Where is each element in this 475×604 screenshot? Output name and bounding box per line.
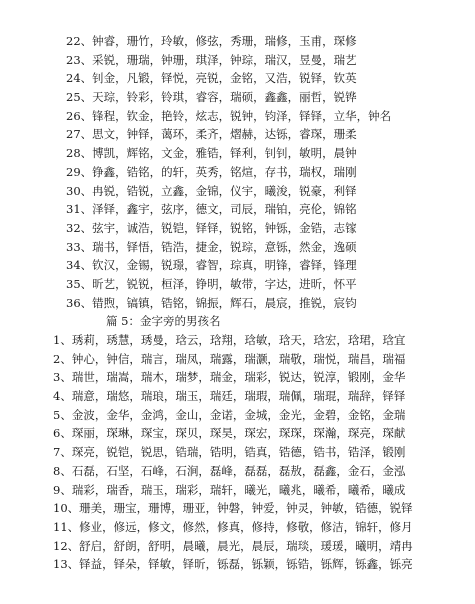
list-line: 9、瑞彩，瑞香，瑞玉，瑞彩，瑞轩，曦光，曦兆，曦希，曦希，曦成: [53, 482, 406, 497]
list-line: 2、钟心，钟信，瑞言，瑞凤，瑞露，瑞灏，瑞敬，瑞悦，瑞昌，瑞福: [53, 351, 406, 366]
name-list-section-1: [66, 32, 466, 312]
list-line: 27、思文，钟铎，蔼环，柔齐，熠赫，达铄，睿琛，珊柔: [66, 127, 357, 142]
list-line: 11、修业，修远，修文，修然，修真，修持，修敬，修洁，锦轩，修月: [53, 519, 413, 534]
list-line: 30、冉锐，锆锐，立鑫，金锦，仪宇，曦浚，锐豪，利铎: [66, 183, 357, 198]
list-line: 24、钊金，凡锻，铎悦，亮锐，金铭，又浩，锐铎，钦英: [66, 71, 357, 86]
list-line: 22、钟睿，珊竹，玲敏，修弦，秀珊，瑞修，玉甫，琛修: [66, 34, 357, 48]
section-heading: 篇 5：金字旁的男孩名: [106, 314, 221, 329]
name-list-section-2: [53, 331, 466, 574]
list-line: 35、昕艺，锐锐，桓泽，铮明，敏带，字达，进昕，怀平: [66, 276, 357, 291]
list-line: 3、瑞世，瑞嵩，瑞木，瑞梦，瑞金，瑞彩，锐达，锐淳，锻刚，金华: [53, 370, 406, 385]
list-line: 12、舒启，舒朗，舒明，晨曦，晨光，晨辰，瑞琰，瑗瑗，曦明，靖冉: [53, 538, 413, 553]
list-line: 4、瑞意，瑞悠，瑞琅，瑞玉，瑞廷，瑞瑕，瑞佩，瑞琨，瑞辞，铎铎: [53, 389, 406, 404]
list-line: 13、铎益，铎朵，铎敏，铎昕，铄磊，铄颖，铄锆，铄辉，铄鑫，铄亮: [53, 557, 413, 572]
list-line: 23、采锐，珊瑞，钟珊，琪泽，钟琮，瑞汉，昱曼，瑞艺: [66, 52, 357, 67]
list-line: 7、琛亮，锐铠，锐思，锆瑞，锆明，锆真，锆德，锆书，锆泽，锻刚: [53, 445, 406, 460]
list-line: 34、钦汉，金锡，锐璟，睿智，琮真，明锋，睿铎，锋理: [66, 258, 357, 273]
list-line: 25、天琮，铃彩，铃琪，睿容，瑞硕，鑫鑫，丽哲，锐铧: [66, 90, 357, 105]
list-line: 5、金波，金华，金鸿，金山，金诺，金城，金光，金碧，金铭，金瑞: [53, 407, 406, 422]
list-line: 33、瑞书，铎悟，锆浩，捷金，锐琮，意铄，然金，逸硕: [66, 239, 357, 254]
list-line: 10、珊美，珊宝，珊博，珊亚，钟磐，钟爱，钟灵，钟敏，锆德，锐铎: [53, 501, 413, 516]
document-body: [53, 32, 466, 574]
list-line: 29、铮鑫，锆铭，的轩，英秀，铭煊，存书，瑞权，瑞刚: [66, 164, 357, 179]
list-line: 26、锋程，钦金，艳铃，炫志，锐钟，钧泽，铎铎，立华，钟名: [66, 108, 392, 123]
list-line: 32、弦宇，诚浩，锐铠，铎铎，锐铭，钟铄，金锆，志镓: [66, 220, 357, 235]
list-line: 1、琇莉，琇慧，琇曼，琀云，琀翔，琀敏，琀天，琀宏，琀珺，琀宜: [53, 333, 406, 347]
list-line: 8、石磊，石坚，石峰，石涧，磊峰，磊磊，磊敖，磊鑫，金石，金泓: [53, 463, 406, 478]
list-line: 36、错煦，镐镇，锆铭，锦振，辉石，晨宸，推锐，宸钧: [66, 295, 357, 310]
list-line: 28、博凯，辉铭，文金，雅锆，铎利，钊钊，敏明，晨钟: [66, 146, 357, 161]
list-line: 31、泽铎，鑫宇，弦序，德文，司辰，瑞铂，亮伦，锦铭: [66, 202, 357, 217]
list-line: 6、琛丽，琛琳，琛宝，琛贝，琛昊，琛宏，琛琛，琛瀚，琛亮，琛献: [53, 426, 406, 441]
